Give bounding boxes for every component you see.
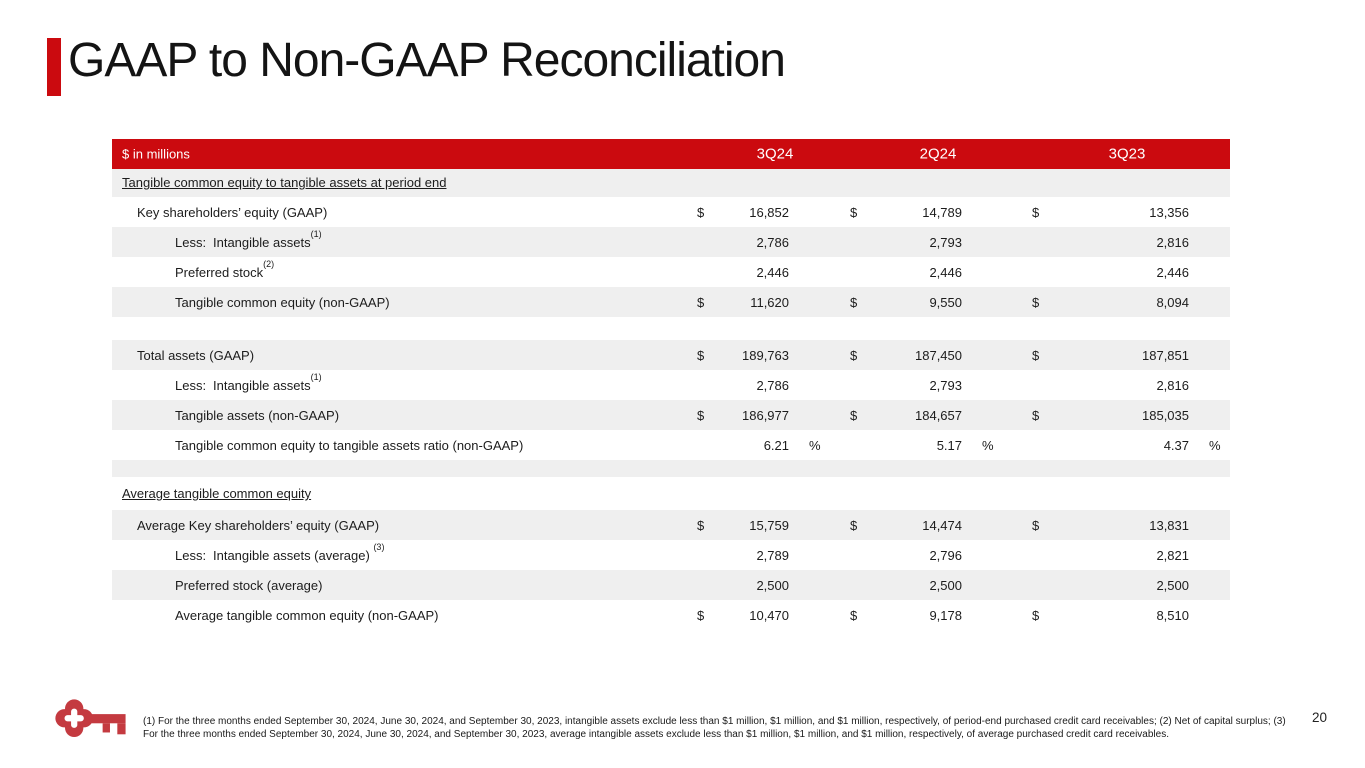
row-label: Preferred stock$^{(2)}$ bbox=[175, 259, 275, 280]
dollar-sign-cell: $ bbox=[850, 204, 858, 220]
row-label: Tangible common equity to tangible assets ratio (non-GAAP) bbox=[175, 437, 524, 453]
row-label-prefix: Less: bbox=[175, 547, 207, 563]
value-cell: 13,356 bbox=[1149, 204, 1189, 220]
col-header-3Q23: 3Q23 bbox=[1108, 145, 1146, 163]
value-cell: 9,550 bbox=[929, 294, 962, 310]
value-cell: 2,793 bbox=[929, 234, 962, 250]
table-row bbox=[112, 227, 1230, 257]
value-cell: 4.37 bbox=[1163, 437, 1189, 453]
row-label: Less: Intangible assets$^{(1)}$ bbox=[175, 372, 322, 393]
value-cell: 11,620 bbox=[750, 294, 789, 310]
table-row bbox=[112, 370, 1230, 400]
value-cell: 2,446 bbox=[929, 264, 962, 280]
value-cell: 2,446 bbox=[1156, 264, 1189, 280]
row-label-prefix: Less: bbox=[175, 377, 207, 393]
value-cell: 2,446 bbox=[756, 264, 789, 280]
dollar-sign-cell: $ bbox=[850, 517, 858, 533]
dollar-sign-cell: $ bbox=[697, 347, 705, 363]
table-row bbox=[112, 600, 1230, 630]
section-header-row bbox=[112, 477, 1230, 510]
page-number: 20 bbox=[1312, 710, 1328, 725]
key-logo-icon bbox=[54, 698, 132, 744]
dollar-sign-cell: $ bbox=[1032, 607, 1040, 623]
unit-label: $ in millions bbox=[122, 146, 190, 162]
footnote-marker: (3) bbox=[373, 542, 385, 553]
table-body bbox=[112, 169, 1230, 630]
section-header-row bbox=[112, 169, 1230, 197]
value-cell: 2,821 bbox=[1156, 547, 1189, 563]
table-row bbox=[112, 570, 1230, 600]
footnote-text: (1) For the three months ended September 30, 2024, June 30, 2024, and September 30, 2023, intangible assets exclude less than $1 million, $1 million, and $1 million, respectively, of period-end purchased credit card receivables; (2) Net of capital surplus; (3) For the three months ended September 30, 2024, June 30, 2024, and September 30, 2023, average intangible assets exclude less than $1 million, $1 million, and $1 million, respectively, of average purchased credit card receivables. bbox=[143, 716, 1286, 740]
row-label: Tangible assets (non-GAAP) bbox=[175, 407, 340, 423]
dollar-sign-cell: $ bbox=[697, 607, 705, 623]
value-cell: 16,852 bbox=[749, 204, 789, 220]
row-label: Average tangible common equity (non-GAAP) bbox=[175, 607, 439, 623]
table-row bbox=[112, 430, 1230, 460]
value-cell: 2,500 bbox=[756, 577, 789, 593]
value-cell: 8,510 bbox=[1156, 607, 1189, 623]
title-accent-bar bbox=[47, 38, 61, 96]
value-cell: 185,035 bbox=[1142, 407, 1189, 423]
value-cell: 2,789 bbox=[756, 547, 789, 563]
value-cell: 2,500 bbox=[929, 577, 962, 593]
table-row bbox=[112, 540, 1230, 570]
table-row bbox=[112, 197, 1230, 227]
col-header-2Q24: 2Q24 bbox=[919, 145, 957, 163]
value-cell: 189,763 bbox=[742, 347, 789, 363]
section-header-label: Tangible common equity to tangible assets at period end bbox=[122, 175, 447, 190]
footnote-marker: (1) bbox=[310, 229, 322, 240]
row-label: Average Key shareholders’ equity (GAAP) bbox=[137, 517, 380, 533]
value-cell: 2,816 bbox=[1156, 234, 1189, 250]
key-logo bbox=[54, 698, 132, 749]
value-cell: 187,450 bbox=[915, 347, 962, 363]
dollar-sign-cell: $ bbox=[697, 204, 705, 220]
table-header-row bbox=[112, 139, 1230, 169]
section-header-label: Average tangible common equity bbox=[122, 486, 312, 501]
value-cell: 6.21 bbox=[763, 437, 789, 453]
table-row bbox=[112, 340, 1230, 370]
dollar-sign-cell: $ bbox=[850, 407, 858, 423]
col-header-3Q24: 3Q24 bbox=[756, 145, 794, 163]
percent-sign-cell: % bbox=[982, 437, 994, 453]
footnote-marker: (1) bbox=[310, 372, 322, 383]
percent-sign-cell: % bbox=[809, 437, 821, 453]
spacer-row bbox=[112, 460, 1230, 477]
value-cell: 13,831 bbox=[1149, 517, 1189, 533]
value-cell: 2,786 bbox=[756, 234, 789, 250]
dollar-sign-cell: $ bbox=[1032, 517, 1040, 533]
dollar-sign-cell: $ bbox=[1032, 294, 1040, 310]
value-cell: 14,789 bbox=[922, 204, 962, 220]
value-cell: 2,500 bbox=[1156, 577, 1189, 593]
row-label: Total assets (GAAP) bbox=[137, 347, 255, 363]
value-cell: 14,474 bbox=[922, 517, 962, 533]
row-label: Tangible common equity (non-GAAP) bbox=[175, 294, 390, 310]
row-label: Less: Intangible assets$^{(1)}$ bbox=[175, 229, 322, 250]
value-cell: 2,816 bbox=[1156, 377, 1189, 393]
value-cell: 187,851 bbox=[1142, 347, 1189, 363]
dollar-sign-cell: $ bbox=[850, 347, 858, 363]
value-cell: 186,977 bbox=[742, 407, 789, 423]
row-label-prefix: Less: bbox=[175, 234, 207, 250]
table-row bbox=[112, 287, 1230, 317]
dollar-sign-cell: $ bbox=[1032, 407, 1040, 423]
row-label: Less: Intangible assets (average) $^{(3)}$ bbox=[175, 542, 385, 563]
row-label: Key shareholders’ equity (GAAP) bbox=[137, 204, 328, 220]
value-cell: 10,470 bbox=[749, 607, 789, 623]
value-cell: 2,793 bbox=[929, 377, 962, 393]
dollar-sign-cell: $ bbox=[1032, 347, 1040, 363]
value-cell: 184,657 bbox=[915, 407, 962, 423]
row-label: Preferred stock (average) bbox=[175, 577, 323, 593]
value-cell: 8,094 bbox=[1156, 294, 1189, 310]
spacer-row bbox=[112, 317, 1230, 340]
table-row bbox=[112, 510, 1230, 540]
percent-sign-cell: % bbox=[1209, 437, 1221, 453]
dollar-sign-cell: $ bbox=[697, 294, 705, 310]
dollar-sign-cell: $ bbox=[697, 517, 705, 533]
page-title: GAAP to Non-GAAP Reconciliation bbox=[68, 34, 785, 87]
value-cell: 5.17 bbox=[936, 437, 962, 453]
value-cell: 15,759 bbox=[749, 517, 789, 533]
table-row bbox=[112, 257, 1230, 287]
footnote-marker: (2) bbox=[263, 259, 275, 270]
dollar-sign-cell: $ bbox=[1032, 204, 1040, 220]
reconciliation-table bbox=[112, 139, 1230, 630]
value-cell: 2,786 bbox=[756, 377, 789, 393]
dollar-sign-cell: $ bbox=[850, 607, 858, 623]
table-row bbox=[112, 400, 1230, 430]
value-cell: 9,178 bbox=[929, 607, 962, 623]
dollar-sign-cell: $ bbox=[850, 294, 858, 310]
value-cell: 2,796 bbox=[929, 547, 962, 563]
dollar-sign-cell: $ bbox=[697, 407, 705, 423]
